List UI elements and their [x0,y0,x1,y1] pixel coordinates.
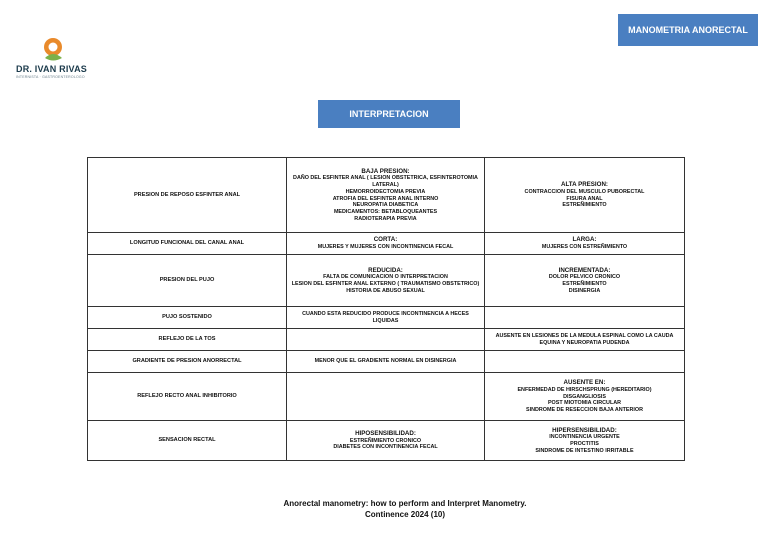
high-finding-item: SINDROME DE RESECCION BAJA ANTERIOR [525,407,643,414]
high-finding-item: CONTRACCION DEL MUSCULO PUBORECTAL [524,188,645,195]
table-row [88,233,685,255]
parameter-cell: GRADIENTE DE PRESION ANORRECTAL [88,351,287,373]
high-finding-item: POST MIOTOMIA CIRCULAR [547,400,622,407]
low-finding-cell [287,158,485,233]
low-finding-item: DAÑO DEL ESFINTER ANAL ( LESION OBSTETRICA, ESFINTEROTOMIA LATERAL) [293,175,478,188]
parameter-cell: REFLEJO RECTO ANAL INHIBITORIO [88,373,287,421]
high-finding-item: INCONTINENCIA URGENTE [549,434,620,441]
low-finding-item: LESION DEL ESFINTER ANAL EXTERNO ( TRAUMATISMO OBSTETRICO) [291,281,480,287]
low-finding-item: HISTORIA DE ABUSO SEXUAL [346,287,425,294]
high-finding-item: DISGANGLIOSIS [563,393,606,400]
table-row [88,307,685,329]
high-finding-item: SINDROME DE INTESTINO IRRITABLE [535,447,634,454]
parameter-cell: PRESION DEL PUJO [88,255,287,307]
high-finding-cell [485,351,685,373]
high-finding-item: AUSENTE EN LESIONES DE LA MEDULA ESPINAL COMO LA CAUDA EQUINA Y NEUROPATIA PUDENDA [495,332,674,346]
interpretation-table-body [88,158,685,461]
citation-line-2: Continence 2024 (10) [364,509,446,519]
table-row [88,373,685,421]
citation [200,499,610,521]
high-finding-item: DISINERGIA [568,287,601,294]
high-finding-item: DOLOR PELVICO CRONICO [548,274,621,281]
high-finding-cell [485,233,685,255]
low-finding-cell [287,351,485,373]
high-finding-item: FISURA ANAL [566,195,603,202]
low-finding-item: FALTA DE COMUNICACION O INTERPRETACION [323,274,448,281]
high-finding-heading: AUSENTE EN: [563,379,606,387]
parameter-cell: PRESION DE REPOSO ESFINTER ANAL [88,158,287,233]
table-row [88,329,685,351]
high-finding-cell [485,307,685,329]
parameter-cell: LONGITUD FUNCIONAL DEL CANAL ANAL [88,233,287,255]
high-finding-item: MUJERES CON ESTREÑIMIENTO [541,244,628,250]
high-finding-cell [485,329,685,351]
high-finding-heading: LARGA: [572,236,597,244]
low-finding-cell [287,373,485,421]
logo-tagline: INTERNISTA · GASTROENTEROLOGO [16,75,85,79]
low-finding-cell [287,255,485,307]
low-finding-cell [287,233,485,255]
table-row [88,255,685,307]
title-badge: MANOMETRIA ANORECTAL [618,14,758,46]
low-finding-cell [287,421,485,461]
low-finding-item: NEUROPATIA DIABETICA [352,202,419,209]
logo-name: DR. IVAN RIVAS [16,64,87,74]
high-finding-cell [485,373,685,421]
parameter-cell: SENSACION RECTAL [88,421,287,461]
parameter-cell: PUJO SOSTENIDO [88,307,287,329]
high-finding-cell [485,421,685,461]
low-finding-item: ESTREÑIMIENTO CRONICO [349,437,422,444]
low-finding-cell [287,329,485,351]
low-finding-heading: BAJA PRESION: [361,167,410,175]
low-finding-item: MENOR QUE EL GRADIENTE NORMAL EN DISINERGIA [314,358,457,365]
low-finding-item: MUJERES Y MUJERES CON INCONTINENCIA FECAL [317,244,454,250]
low-finding-item: DIABETES CON INCONTINENCIA FECAL [333,444,438,451]
low-finding-heading: HIPOSENSIBILIDAD: [355,429,416,437]
high-finding-item: ESTREÑIMIENTO [562,202,607,209]
parameter-cell: REFLEJO DE LA TOS [88,329,287,351]
low-finding-heading: REDUCIDA: [368,266,403,274]
high-finding-heading: ALTA PRESION: [561,181,608,188]
table-row [88,421,685,461]
high-finding-cell [485,158,685,233]
high-finding-item: PROCTITIS [570,441,599,447]
low-finding-heading: CORTA: [373,236,398,244]
logo-mark-icon [38,34,68,64]
low-finding-item: CUANDO ESTA REDUCIDO PRODUCE INCONTINENCIA A HECES LIQUIDAS [302,310,469,324]
low-finding-item: ATROFIA DEL ESFINTER ANAL INTERNO [332,195,439,202]
low-finding-item: RADIOTERAPIA PREVIA [354,215,417,222]
high-finding-heading: INCREMENTADA: [558,266,611,274]
high-finding-item: ESTREÑIMIENTO [562,281,607,287]
table-row [88,351,685,373]
low-finding-cell [287,307,485,329]
high-finding-item: ENFERMEDAD DE HIRSCHSPRUNG (HEREDITARIO) [517,386,652,393]
table-row [88,158,685,233]
high-finding-cell [485,255,685,307]
high-finding-heading: HIPERSENSIBILIDAD: [552,426,617,434]
section-badge: INTERPRETACION [318,100,460,128]
low-finding-item: HEMORROIDECTOMIA PREVIA [345,188,426,195]
interpretation-table [87,157,685,461]
citation-line-1: Anorectal manometry: how to perform and Interpret Manometry. [283,499,527,508]
low-finding-item: MEDICAMENTOS: BETABLOQUEANTES [333,209,438,215]
